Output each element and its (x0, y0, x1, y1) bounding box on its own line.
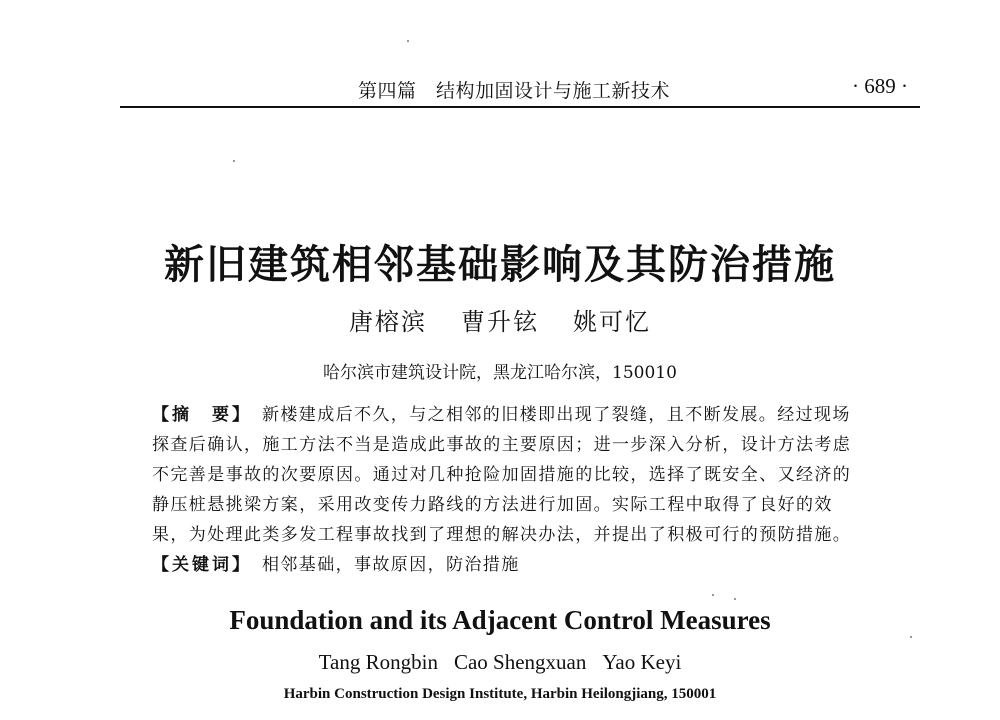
header-rule (120, 106, 920, 108)
scan-speck (712, 594, 714, 596)
keywords-text: 相邻基础，事故原因，防治措施 (262, 555, 520, 575)
abstract-label: 【摘 要】 (152, 405, 252, 425)
english-author-list (0, 650, 1000, 675)
page-number: · 689 · (852, 74, 908, 98)
header-section-title: 第四篇 结构加固设计与施工新技术 (358, 80, 671, 102)
english-affiliation: Harbin Construction Design Institute, Harbin Heilongjiang, 150001 (283, 686, 717, 702)
author-name: 唐榕滨 (349, 308, 427, 336)
abstract-line: 静压桩悬挑梁方案，采用改变传力路线的方法进行加固。实际工程中取得了良好的效 (152, 495, 833, 515)
running-header (120, 74, 920, 104)
keywords-label: 【关键词】 (152, 555, 252, 575)
scan-speck (910, 636, 912, 638)
scan-speck (407, 40, 409, 42)
english-author-name: Tang Rongbin (318, 650, 438, 674)
author-name: 姚可忆 (573, 308, 651, 336)
scan-speck (734, 598, 736, 600)
affiliation: 哈尔滨市建筑设计院，黑龙江哈尔滨，150010 (323, 363, 677, 383)
abstract-text: 新楼建成后不久，与之相邻的旧楼即出现了裂缝，且不断发展。经过现场 (262, 405, 851, 425)
paper-title: 新旧建筑相邻基础影响及其防治措施 (164, 241, 836, 288)
abstract-line: 探查后确认，施工方法不当是造成此事故的主要原因；进一步深入分析，设计方法考虑 (152, 435, 852, 455)
author-name: 曹升铉 (461, 308, 539, 336)
keywords-line (152, 550, 922, 580)
abstract (152, 400, 922, 580)
author-list (0, 302, 1000, 337)
abstract-line: 果，为处理此类多发工程事故找到了理想的解决办法，并提出了积极可行的预防措施。 (152, 525, 852, 545)
abstract-line (152, 400, 922, 430)
english-author-name: Yao Keyi (602, 650, 682, 674)
abstract-line: 不完善是事故的次要原因。通过对几种抢险加固措施的比较，选择了既安全、又经济的 (152, 465, 852, 485)
english-title: Foundation and its Adjacent Control Measures (229, 605, 771, 635)
english-author-name: Cao Shengxuan (453, 650, 587, 674)
scan-speck (233, 160, 235, 162)
